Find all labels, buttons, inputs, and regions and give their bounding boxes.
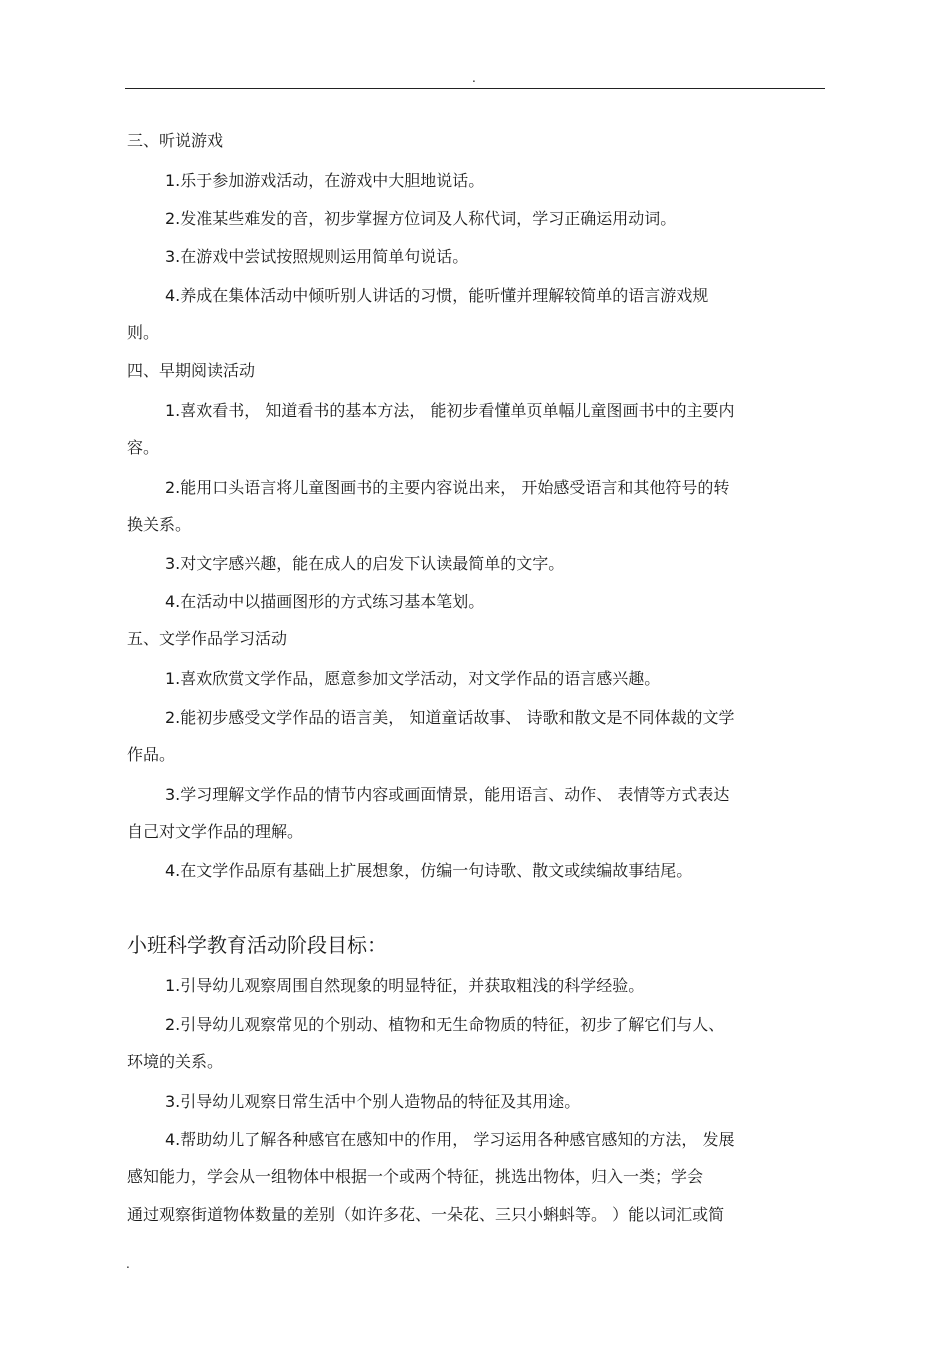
paragraph-line: 则。 xyxy=(127,323,160,342)
paragraph-line: 感知能力，学会从一组物体中根据一个或两个特征，挑选出物体，归入一类；学会 xyxy=(127,1167,704,1186)
footer-dot: . xyxy=(126,1257,130,1271)
paragraph-line: 4.在文学作品原有基础上扩展想象，仿编一句诗歌、散文或续编故事结尾。 xyxy=(165,861,693,880)
paragraph-line: 换关系。 xyxy=(127,515,192,534)
paragraph-line: 2.发准某些难发的音，初步掌握方位词及人称代词，学习正确运用动词。 xyxy=(165,209,677,228)
paragraph-line: 4.在活动中以描画图形的方式练习基本笔划。 xyxy=(165,592,485,611)
paragraph-line: 2.能初步感受文学作品的语言美， 知道童话故事、 诗歌和散文是不同体裁的文学 xyxy=(165,708,735,727)
paragraph-line: 自己对文学作品的理解。 xyxy=(127,822,304,841)
section-heading-literature: 五、文学作品学习活动 xyxy=(127,629,288,648)
paragraph-line: 3.对文字感兴趣，能在成人的启发下认读最简单的文字。 xyxy=(165,554,565,573)
section-heading-listening-games: 三、听说游戏 xyxy=(127,131,224,150)
paragraph-line: 2.能用口头语言将儿童图画书的主要内容说出来， 开始感受语言和其他符号的转 xyxy=(165,478,730,497)
paragraph-line: 2.引导幼儿观察常见的个别动、植物和无生命物质的特征，初步了解它们与人、 xyxy=(165,1015,725,1034)
header-rule xyxy=(125,88,825,89)
paragraph-line: 容。 xyxy=(127,438,160,457)
paragraph-line: 1.乐于参加游戏活动，在游戏中大胆地说话。 xyxy=(165,171,485,190)
paragraph-line: 1.喜欢欣赏文学作品，愿意参加文学活动，对文学作品的语言感兴趣。 xyxy=(165,669,661,688)
paragraph-line: 4.帮助幼儿了解各种感官在感知中的作用， 学习运用各种感官感知的方法， 发展 xyxy=(165,1130,735,1149)
paragraph-line: 3.学习理解文学作品的情节内容或画面情景，能用语言、动作、 表情等方式表达 xyxy=(165,785,730,804)
science-goals-title: 小班科学教育活动阶段目标： xyxy=(127,933,387,957)
paragraph-line: 环境的关系。 xyxy=(127,1052,224,1071)
paragraph-line: 1.喜欢看书， 知道看书的基本方法， 能初步看懂单页单幅儿童图画书中的主要内 xyxy=(165,401,735,420)
paragraph-line: 作品。 xyxy=(127,745,176,764)
paragraph-line: 3.在游戏中尝试按照规则运用简单句说话。 xyxy=(165,247,469,266)
section-heading-early-reading: 四、早期阅读活动 xyxy=(127,361,256,380)
header-dot: . xyxy=(472,71,476,85)
paragraph-line: 4.养成在集体活动中倾听别人讲话的习惯，能听懂并理解较简单的语言游戏规 xyxy=(165,286,709,305)
paragraph-line: 3.引导幼儿观察日常生活中个别人造物品的特征及其用途。 xyxy=(165,1092,581,1111)
paragraph-line: 通过观察街道物体数量的差别（如许多花、一朵花、三只小蝌蚪等。 ）能以词汇或简 xyxy=(127,1205,725,1224)
paragraph-line: 1.引导幼儿观察周围自然现象的明显特征，并获取粗浅的科学经验。 xyxy=(165,976,645,995)
